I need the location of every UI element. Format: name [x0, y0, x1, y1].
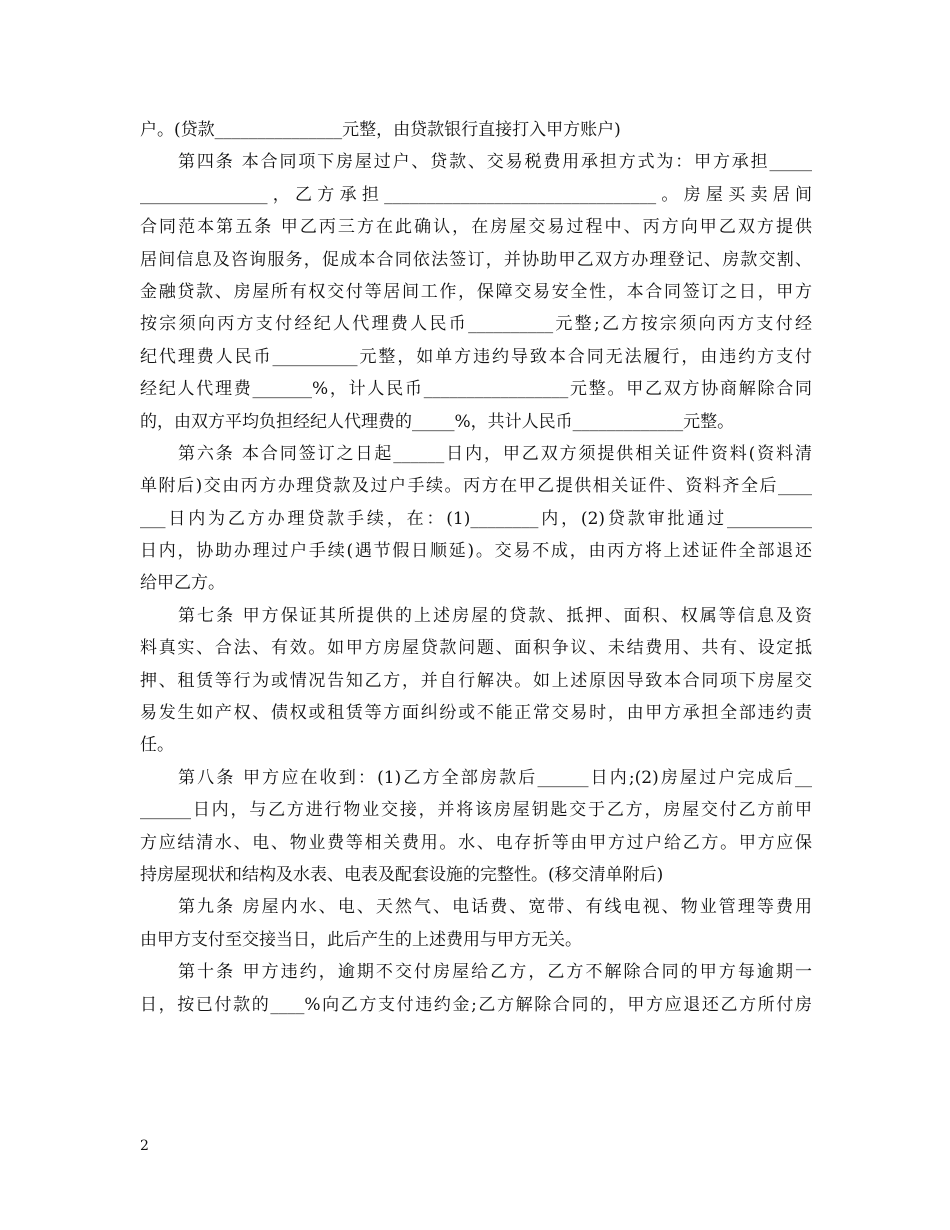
text-line: ______日内，与乙方进行物业交接，并将该房屋钥匙交于乙方，房屋交付乙方前甲: [140, 800, 812, 821]
page-number: 2: [140, 1138, 149, 1154]
text-line: 按宗须向丙方支付经纪人代理费人民币__________元整;乙方按宗须向丙方支付经: [140, 314, 812, 335]
text-line: 给甲乙方。: [140, 573, 225, 594]
text-line: 任。: [140, 735, 174, 756]
text-line: 第七条 甲方保证其所提供的上述房屋的贷款、抵押、面积、权属等信息及资: [178, 605, 812, 626]
text-line: 的，由双方平均负担经纪人代理费的_____%，共计人民币_____________元整。: [140, 411, 735, 432]
text-line: ___日内为乙方办理贷款手续，在：(1)________内，(2)贷款审批通过__________: [140, 508, 812, 529]
text-line: 第八条 甲方应在收到：(1)乙方全部房款后______日内;(2)房屋过户完成后__: [178, 767, 812, 788]
text-line: 料真实、合法、有效。如甲方房屋贷款问题、面积争议、未结费用、共有、设定抵: [140, 638, 812, 659]
text-line: 纪代理费人民币__________元整，如单方违约导致本合同无法履行，由违约方支付: [140, 346, 812, 367]
text-line: 金融贷款、房屋所有权交付等居间工作，保障交易安全性，本合同签订之日，甲方: [140, 281, 812, 302]
text-line: 第六条 本合同签订之日起______日内，甲乙双方须提供相关证件资料(资料清: [178, 443, 812, 464]
text-line: 第十条 甲方违约，逾期不交付房屋给乙方，乙方不解除合同的甲方每逾期一: [178, 962, 812, 983]
text-line: 持房屋现状和结构及水表、电表及配套设施的完整性。(移交清单附后): [140, 864, 664, 885]
text-line: 户。(贷款_______________元整，由贷款银行直接打入甲方账户): [140, 120, 621, 140]
text-line: 单附后)交由丙方办理贷款及过户手续。丙方在甲乙提供相关证件、资料齐全后____: [140, 476, 812, 497]
text-line: 方应结清水、电、物业费等相关费用。水、电存折等由甲方过户给乙方。甲方应保: [140, 832, 812, 853]
text-line: 日，按已付款的____%向乙方支付违约金;乙方解除合同的，甲方应退还乙方所付房: [140, 994, 812, 1015]
document-body: [140, 114, 812, 1021]
text-line: 第四条 本合同项下房屋过户、贷款、交易税费用承担方式为：甲方承担_____: [178, 152, 812, 173]
text-line: 易发生如产权、债权或租赁等方面纠纷或不能正常交易时，由甲方承担全部违约责: [140, 703, 812, 724]
text-line: 第九条 房屋内水、电、天然气、电话费、宽带、有线电视、物业管理等费用: [178, 897, 812, 918]
text-line: _______________，乙方承担________________________________。房屋买卖居间: [140, 184, 812, 205]
text-line: 由甲方支付至交接当日，此后产生的上述费用与甲方无关。: [140, 929, 582, 950]
text-line: 居间信息及咨询服务，促成本合同依法签订，并协助甲乙双方办理登记、房款交割、: [140, 249, 812, 270]
text-line: 合同范本第五条 甲乙丙三方在此确认，在房屋交易过程中、丙方向甲乙双方提供: [140, 217, 812, 238]
text-line: 押、租赁等行为或情况告知乙方，并自行解决。如上述原因导致本合同项下房屋交: [140, 670, 812, 691]
text-line: 经纪人代理费_______%，计人民币_________________元整。甲乙双方协商解除合同: [140, 379, 812, 400]
text-line: 日内，协助办理过户手续(遇节假日顺延)。交易不成，由丙方将上述证件全部退还: [140, 541, 812, 562]
